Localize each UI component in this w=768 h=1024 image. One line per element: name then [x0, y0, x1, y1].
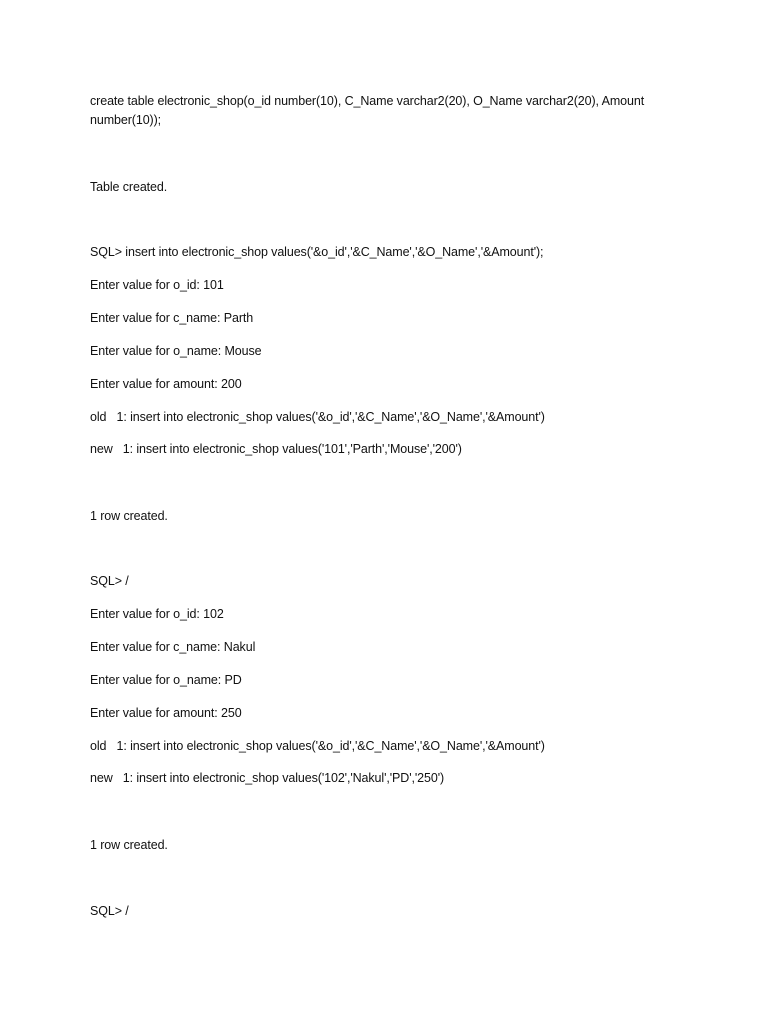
new-substitution-line-2: new 1: insert into electronic_shop values('102','Nakul','PD','250'): [90, 771, 445, 785]
old-substitution-line-1: old 1: insert into electronic_shop values('&o_id','&C_Name','&O_Name','&Amount'): [90, 410, 545, 424]
prompt-c-name-2: Enter value for c_name: Nakul: [90, 640, 256, 654]
new-substitution-line-1: new 1: insert into electronic_shop values('101','Parth','Mouse','200'): [90, 442, 462, 456]
prompt-o-name-1: Enter value for o_name: Mouse: [90, 344, 262, 358]
insert-statement: SQL> insert into electronic_shop values('&o_id','&C_Name','&O_Name','&Amount');: [90, 245, 544, 259]
prompt-c-name-1: Enter value for c_name: Parth: [90, 311, 254, 325]
create-table-statement: create table electronic_shop(o_id number(10), C_Name varchar2(20), O_Name varchar2(20), Amount number(10));: [90, 94, 648, 127]
sql-rerun-command-2: SQL> /: [90, 904, 129, 918]
prompt-amount-2: Enter value for amount: 250: [90, 706, 242, 720]
row-created-message-2: 1 row created.: [90, 838, 168, 852]
prompt-o-id-1: Enter value for o_id: 101: [90, 278, 224, 292]
sql-rerun-command-1: SQL> /: [90, 574, 129, 588]
prompt-o-name-2: Enter value for o_name: PD: [90, 673, 242, 687]
old-substitution-line-2: old 1: insert into electronic_shop values('&o_id','&C_Name','&O_Name','&Amount'): [90, 739, 545, 753]
table-created-message: Table created.: [90, 180, 168, 194]
prompt-amount-1: Enter value for amount: 200: [90, 377, 242, 391]
prompt-o-id-2: Enter value for o_id: 102: [90, 607, 224, 621]
row-created-message-1: 1 row created.: [90, 509, 168, 523]
